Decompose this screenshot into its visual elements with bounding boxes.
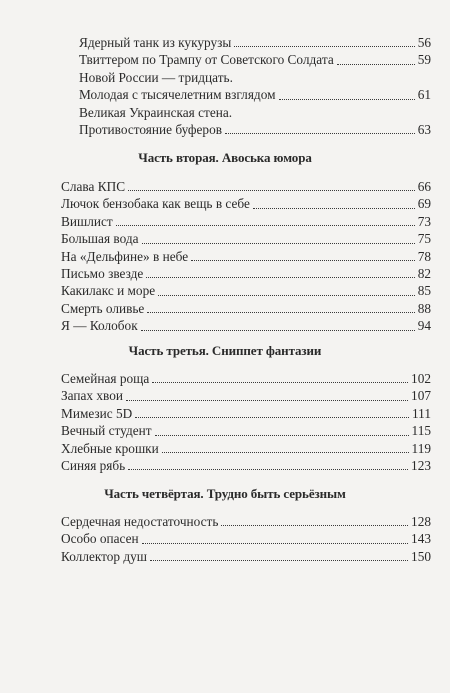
toc-entry-page: 115 [411, 423, 431, 439]
dot-leader [191, 259, 415, 261]
toc-entry-title: Вишлист [61, 213, 113, 229]
dot-leader [142, 242, 415, 244]
toc-entry-title: Новой России — тридцать. [79, 69, 233, 85]
toc-entry [61, 317, 431, 334]
toc-entry-title: Письмо звезде [61, 265, 144, 281]
toc-entry [79, 86, 431, 103]
toc-entry-title: Запах хвои [61, 388, 123, 404]
toc-entry-page: 94 [417, 318, 431, 334]
toc-entry-title: Вечный студент [61, 423, 152, 439]
toc-entry-page: 56 [417, 34, 431, 50]
toc-entry-page: 107 [411, 388, 431, 404]
section-heading: Часть третья. Сниппет фантазии [128, 343, 322, 358]
toc-entry-title: Коллектор душ [61, 548, 148, 564]
toc-section-4 [61, 513, 431, 565]
dot-leader [234, 45, 414, 47]
toc-entry-title: Сердечная недостаточность [61, 513, 219, 529]
toc-entry-page: 111 [412, 405, 431, 421]
toc-entry-page: 88 [417, 300, 431, 316]
toc-entry [61, 230, 431, 247]
toc-entry [61, 457, 431, 474]
toc-entry-page: 59 [417, 52, 431, 68]
toc-entry-title: Великая Украинская стена. [79, 104, 233, 120]
dot-leader [158, 294, 415, 296]
toc-entry [61, 370, 431, 387]
toc-entry-title: Особо опасен [61, 531, 139, 547]
dot-leader [150, 559, 408, 561]
toc-entry [61, 265, 431, 282]
toc-entry [61, 178, 431, 195]
toc-entry-title: На «Дельфине» в небе [61, 248, 189, 264]
toc-entry [61, 530, 431, 547]
dot-leader [128, 189, 415, 191]
toc-entry-page: 85 [417, 283, 431, 299]
toc-entry-page: 61 [417, 87, 431, 103]
dot-leader [146, 276, 414, 278]
dot-leader [337, 63, 415, 65]
dot-leader [253, 207, 415, 209]
toc-entry-page: 82 [417, 265, 431, 281]
toc-entry-page: 123 [411, 457, 431, 473]
toc-entry-page: 63 [417, 121, 431, 137]
toc-entry-title: Большая вода [61, 231, 139, 247]
toc-entry-page: 128 [411, 513, 431, 529]
dot-leader [128, 468, 408, 470]
toc-entry-page: 66 [417, 178, 431, 194]
dot-leader [142, 542, 408, 544]
toc-section-1 [79, 34, 431, 138]
toc-entry [79, 51, 431, 68]
toc-entry [61, 387, 431, 404]
dot-leader [147, 311, 414, 313]
toc-entry-title: Ядерный танк из кукурузы [79, 34, 232, 50]
toc-entry [61, 422, 431, 439]
toc-entry-title: Хлебные крошки [61, 440, 159, 456]
toc-entry-page: 150 [411, 548, 431, 564]
toc-entry-title: Я — Колобок [61, 318, 138, 334]
toc-entry [61, 248, 431, 265]
toc-entry-page: 73 [417, 213, 431, 229]
dot-leader [221, 524, 408, 526]
toc-entry [61, 195, 431, 212]
toc-entry [79, 121, 431, 138]
toc-entry [79, 104, 431, 121]
dot-leader [155, 434, 409, 436]
toc-section-2 [61, 178, 431, 335]
dot-leader [135, 416, 409, 418]
toc-entry-title: Твиттером по Трампу от Советского Солдата [79, 52, 334, 68]
section-heading: Часть вторая. Авоська юмора [138, 150, 312, 165]
toc-entry [61, 548, 431, 565]
dot-leader [126, 399, 408, 401]
toc-entry [79, 69, 431, 86]
toc-entry [61, 300, 431, 317]
toc-entry-title: Молодая с тысячелетним взглядом [79, 87, 276, 103]
toc-entry-page: 78 [417, 248, 431, 264]
toc-section-3 [61, 370, 431, 474]
toc-entry [61, 282, 431, 299]
dot-leader [141, 329, 415, 331]
toc-entry-title: Смерть оливье [61, 300, 145, 316]
toc-entry [61, 440, 431, 457]
toc-entry-title: Лючок бензобака как вещь в себе [61, 196, 250, 212]
toc-entry-title: Противостояние буферов [79, 121, 222, 137]
dot-leader [162, 451, 409, 453]
section-heading: Часть четвёртая. Трудно быть серьёзным [104, 486, 346, 501]
dot-leader [116, 224, 415, 226]
toc-entry-page: 102 [411, 370, 431, 386]
toc-entry [61, 405, 431, 422]
toc-entry-title: Семейная роща [61, 370, 150, 386]
toc-entry-page: 75 [417, 231, 431, 247]
toc-entry-title: Какилакс и море [61, 283, 156, 299]
toc-entry-page: 119 [411, 440, 431, 456]
toc-entry-title: Слава КПС [61, 178, 126, 194]
toc-entry-title: Синяя рябь [61, 457, 126, 473]
dot-leader [279, 98, 415, 100]
toc-entry [61, 213, 431, 230]
dot-leader [152, 381, 408, 383]
toc-entry-page: 143 [411, 531, 431, 547]
toc-entry [79, 34, 431, 51]
toc-entry-page: 69 [417, 196, 431, 212]
dot-leader [225, 132, 415, 134]
toc-entry [61, 513, 431, 530]
toc-entry-title: Мимезис 5D [61, 405, 133, 421]
